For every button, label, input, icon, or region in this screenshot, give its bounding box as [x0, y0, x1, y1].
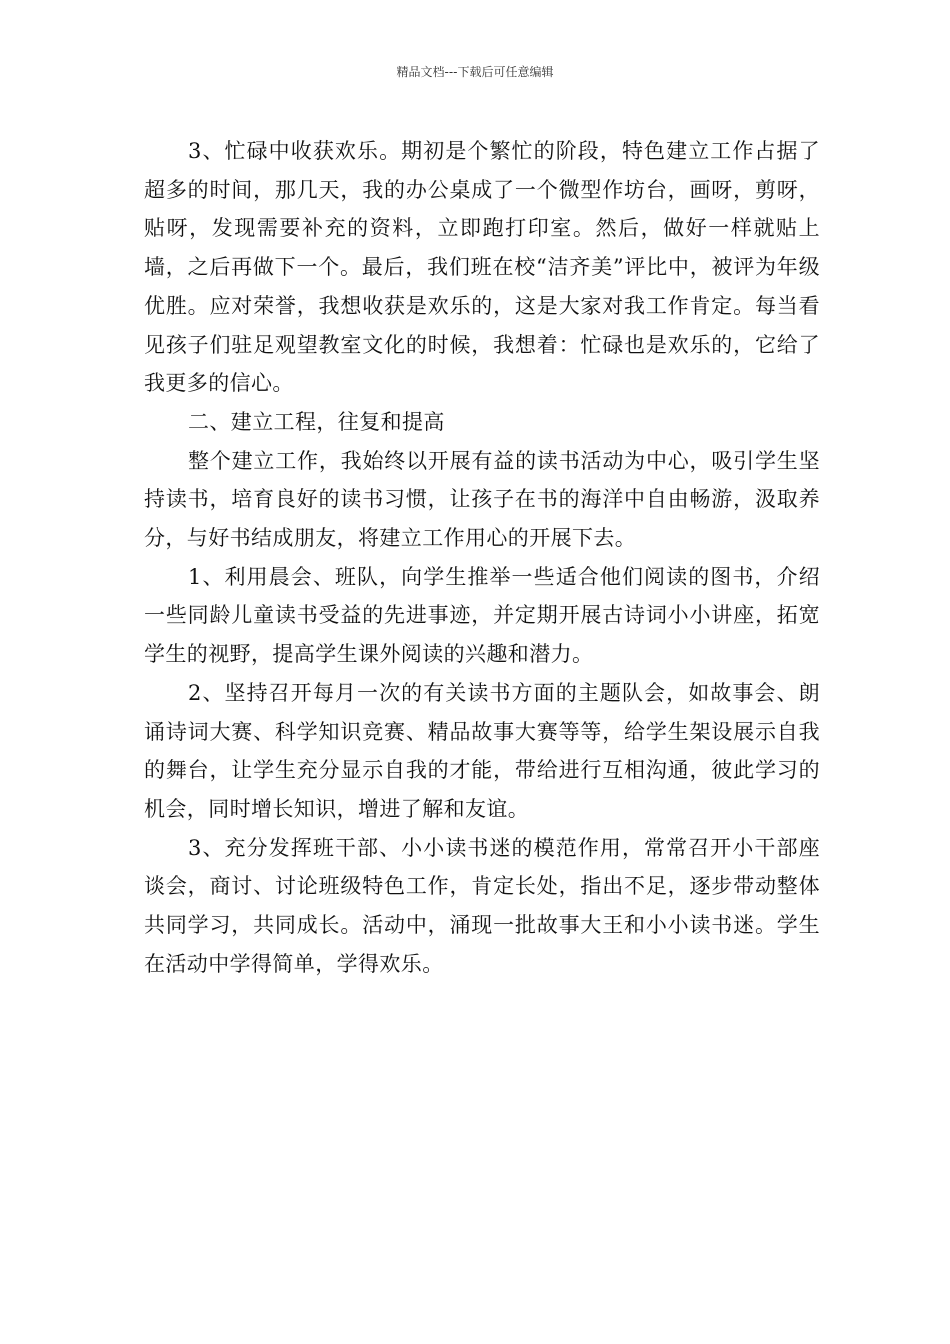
paragraph-reading-center: 整个建立工作，我始终以开展有益的读书活动为中心，吸引学生坚持读书，培育良好的读书习惯，让孩子在书的海洋中自由畅游，汲取养分，与好书结成朋友，将建立工作用心的开展下去。 [144, 448, 820, 551]
paragraph-item-1: 1、利用晨会、班队，向学生推举一些适合他们阅读的图书，介绍一些同龄儿童读书受益的先进事迹，并定期开展古诗词小小讲座，拓宽学生的视野，提高学生课外阅读的兴趣和潜力。 [144, 564, 820, 667]
page-header: 精品文档---下载后可任意编辑 [396, 65, 554, 79]
paragraph-busy-joy: 3、忙碌中收获欢乐。期初是个繁忙的阶段，特色建立工作占据了超多的时间，那几天，我的办公桌成了一个微型作坊台，画呀，剪呀，贴呀，发现需要补充的资料，立即跑打印室。然后，做好一样就贴上墙，之后再做下一个。最后，我们班在校“洁齐美”评比中，被评为年级优胜。应对荣誉，我想收获是欢乐的，这是大家对我工作肯定。每当看见孩子们驻足观望教室文化的时候，我想着：忙碌也是欢乐的，它给了我更多的信心。 [144, 139, 820, 396]
document-body [144, 132, 820, 983]
paragraph-item-2: 2、坚持召开每月一次的有关读书方面的主题队会，如故事会、朗诵诗词大赛、科学知识竞赛、精品故事大赛等等，给学生架设展示自我的舞台，让学生充分显示自我的才能，带给进行互相沟通，彼此学习的机会，同时增长知识，增进了解和友谊。 [144, 680, 820, 821]
section-heading-2: 二、建立工程，往复和提高 [188, 409, 445, 434]
paragraph-item-3: 3、充分发挥班干部、小小读书迷的模范作用，常常召开小干部座谈会，商讨、讨论班级特色工作，肯定长处，指出不足，逐步带动整体共同学习，共同成长。活动中，涌现一批故事大王和小小读书迷。学生在活动中学得简单，学得欢乐。 [144, 835, 820, 976]
